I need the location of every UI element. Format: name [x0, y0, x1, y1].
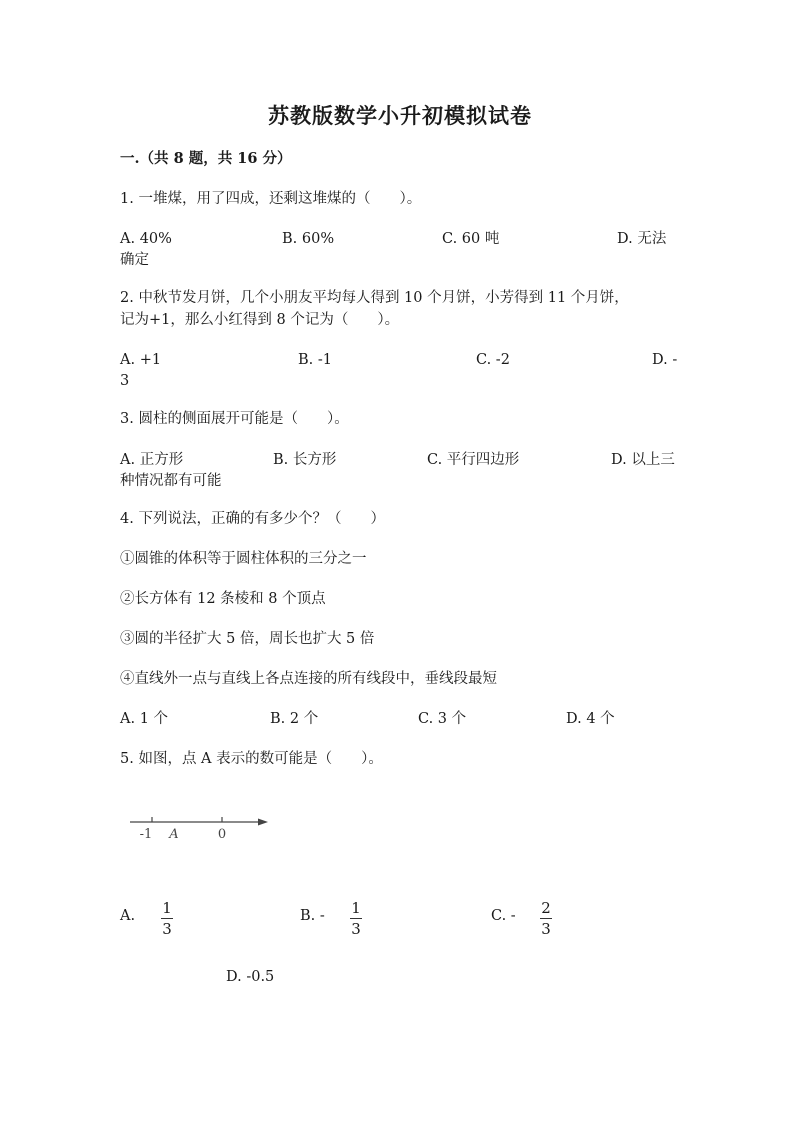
- q5-option-c-prefix: C. -: [491, 908, 516, 924]
- fraction-numerator: 1: [351, 899, 361, 917]
- q1-option-d-continued: 确定: [120, 252, 149, 268]
- q4-option-b: B. 2 个: [270, 711, 319, 727]
- q4-statement-4: ④直线外一点与直线上各点连接的所有线段中，垂线段最短: [120, 671, 497, 687]
- q3-option-d: D. 以上三: [611, 452, 675, 468]
- question-2-stem-line2: 记为+1，那么小红得到 8 个记为（ ）。: [120, 312, 400, 328]
- q1-option-b: B. 60%: [282, 231, 335, 247]
- fraction-denominator: 3: [162, 920, 172, 938]
- q5-option-a-fraction: [159, 899, 175, 938]
- q2-option-c: C. -2: [476, 352, 510, 368]
- q2-option-d-continued: 3: [120, 373, 130, 389]
- q4-statement-3: ③圆的半径扩大 5 倍，周长也扩大 5 倍: [120, 631, 375, 647]
- q1-option-a: A. 40%: [120, 231, 172, 247]
- number-line-arrow: [258, 819, 268, 826]
- q1-option-d: D. 无法: [617, 231, 667, 247]
- q5-option-a-prefix: A.: [120, 908, 136, 924]
- fraction-bar: [540, 918, 552, 919]
- q3-option-c: C. 平行四边形: [427, 452, 520, 468]
- question-3-stem: 3. 圆柱的侧面展开可能是（ ）。: [120, 411, 349, 427]
- tick-label-zero: 0: [217, 827, 227, 842]
- q4-option-d: D. 4 个: [566, 711, 615, 727]
- q1-option-c: C. 60 吨: [442, 231, 500, 247]
- question-5-stem: 5. 如图，点 A 表示的数可能是（ ）。: [120, 751, 383, 767]
- q2-option-b: B. -1: [298, 352, 332, 368]
- q5-option-d: D. -0.5: [226, 969, 275, 985]
- page-title: 苏教版数学小升初模拟试卷: [268, 103, 532, 128]
- q5-option-c-fraction: [538, 899, 554, 938]
- q3-option-b: B. 长方形: [273, 452, 337, 468]
- q3-option-a: A. 正方形: [120, 452, 184, 468]
- q2-option-d: D. -: [652, 352, 678, 368]
- fraction-denominator: 3: [541, 920, 551, 938]
- q4-option-a: A. 1 个: [120, 711, 169, 727]
- q5-option-b-fraction: [348, 899, 364, 938]
- q4-statement-1: ①圆锥的体积等于圆柱体积的三分之一: [120, 551, 367, 567]
- fraction-numerator: 2: [541, 899, 551, 917]
- point-a-label: A: [169, 827, 179, 842]
- question-2-stem-line1: 2. 中秋节发月饼，几个小朋友平均每人得到 10 个月饼，小芳得到 11 个月饼，: [120, 290, 629, 306]
- number-line-figure: [120, 808, 280, 844]
- q4-option-c: C. 3 个: [418, 711, 467, 727]
- q2-option-a: A. +1: [120, 352, 162, 368]
- fraction-denominator: 3: [351, 920, 361, 938]
- fraction-bar: [161, 918, 173, 919]
- tick-label-minus-one: -1: [139, 827, 153, 842]
- q3-option-d-continued: 种情况都有可能: [120, 473, 222, 489]
- question-1-stem: 1. 一堆煤，用了四成，还剩这堆煤的（ ）。: [120, 191, 422, 207]
- q4-statement-2: ②长方体有 12 条棱和 8 个顶点: [120, 591, 326, 607]
- fraction-bar: [350, 918, 362, 919]
- fraction-numerator: 1: [162, 899, 172, 917]
- question-4-stem: 4. 下列说法，正确的有多少个？（ ）: [120, 511, 385, 527]
- section-heading: 一.（共 8 题，共 16 分）: [120, 150, 292, 167]
- q5-option-b-prefix: B. -: [300, 908, 325, 924]
